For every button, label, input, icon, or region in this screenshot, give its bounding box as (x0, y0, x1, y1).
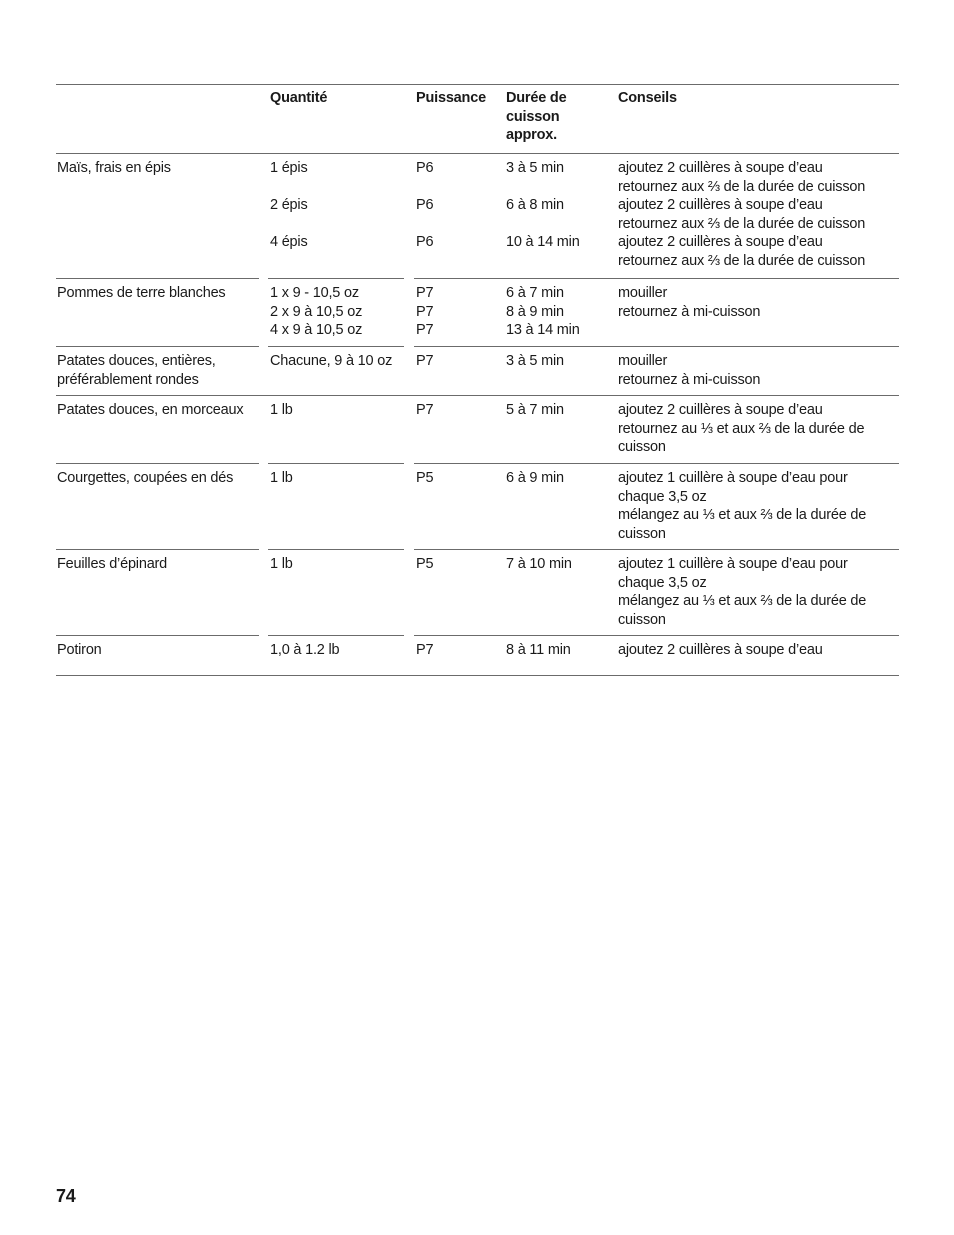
row-power-line: P7 (416, 285, 434, 301)
table-row (56, 279, 899, 347)
row-quantity-line: 1 lb (270, 470, 293, 486)
row-quantity-line: 1 lb (270, 402, 293, 418)
row-item (57, 469, 257, 488)
row-tips (618, 284, 899, 321)
row-item-line: Pommes de terre blanches (57, 285, 226, 301)
row-tips-line: mélangez au ⅓ et aux ⅔ de la durée de (618, 507, 867, 523)
row-power-line: P7 (416, 353, 434, 369)
row-quantity-line: Chacune, 9 à 10 oz (270, 353, 393, 369)
row-quantity (270, 469, 405, 488)
row-tips-line: retournez aux ⅔ de la durée de cuisson (618, 178, 866, 195)
row-tips-line: mélangez au ⅓ et aux ⅔ de la durée de (618, 593, 867, 609)
row-tips (618, 555, 899, 629)
row-item-line: Maïs, frais en épis (57, 160, 171, 176)
row-duration (506, 641, 611, 660)
table-row (56, 550, 899, 636)
row-item-line: Feuilles d’épinard (57, 556, 168, 572)
row-tips-line: ajoutez 2 cuillères à soupe d’eau (618, 160, 823, 176)
row-duration-line: 6 à 9 min (506, 470, 564, 486)
row-power-line: P6 (416, 160, 434, 176)
row-tips (618, 469, 899, 543)
row-power-line (416, 215, 496, 234)
header-duration (506, 89, 611, 145)
row-tips (618, 401, 899, 457)
row-quantity (270, 401, 405, 420)
row-power-line (416, 178, 496, 197)
row-item (57, 555, 257, 574)
row-power (416, 159, 496, 252)
header-item (57, 89, 257, 108)
row-tips-line: ajoutez 1 cuillère à soupe d’eau pour (618, 556, 848, 572)
header-duration-line: approx. (506, 127, 557, 143)
row-tips-line: ajoutez 2 cuillères à soupe d’eau (618, 234, 823, 250)
row-quantity-line: 4 x 9 à 10,5 oz (270, 322, 363, 338)
row-duration (506, 159, 611, 252)
table-row (56, 347, 899, 396)
row-duration-line: 8 à 11 min (506, 642, 571, 658)
table-row (56, 464, 899, 550)
header-duration-line: cuisson (506, 108, 560, 125)
row-duration-line: 3 à 5 min (506, 160, 564, 176)
row-quantity-line: 2 x 9 à 10,5 oz (270, 303, 363, 320)
row-tips (618, 641, 899, 660)
row-item-line: Potiron (57, 642, 102, 658)
row-item-line: Patates douces, entières, (57, 353, 216, 369)
row-quantity-line: 1 épis (270, 160, 308, 176)
row-duration-line: 3 à 5 min (506, 353, 564, 369)
row-quantity (270, 284, 405, 340)
row-power-line: P5 (416, 556, 434, 572)
row-power (416, 284, 496, 340)
row-duration (506, 284, 611, 340)
row-tips-line: cuisson (618, 439, 666, 455)
row-item-line: préférablement rondes (57, 371, 199, 388)
row-quantity-line: 2 épis (270, 197, 308, 213)
row-tips-line: retournez au ⅓ et aux ⅔ de la durée de (618, 420, 865, 437)
row-quantity-line: 4 épis (270, 234, 308, 250)
row-item (57, 352, 257, 389)
header-tips: Conseils (618, 90, 677, 106)
row-duration (506, 469, 611, 488)
row-duration-line: 10 à 14 min (506, 234, 580, 250)
row-quantity (270, 555, 405, 574)
row-tips-line: retournez aux ⅔ de la durée de cuisson (618, 215, 866, 232)
row-tips-line: mouiller (618, 353, 668, 369)
table-row (56, 396, 899, 464)
row-item-line: Courgettes, coupées en dés (57, 470, 234, 486)
row-tips-line: retournez à mi-cuisson (618, 371, 761, 388)
row-tips-line: cuisson (618, 611, 666, 628)
row-power-line: P7 (416, 642, 434, 658)
row-item (57, 401, 257, 420)
row-quantity (270, 159, 405, 252)
row-power (416, 469, 496, 488)
row-quantity (270, 352, 405, 371)
row-power-line: P6 (416, 234, 434, 250)
row-duration-line: 6 à 8 min (506, 197, 564, 213)
row-tips-line: chaque 3,5 oz (618, 574, 707, 591)
row-item (57, 641, 257, 660)
row-quantity-line (270, 178, 405, 197)
row-tips-line: chaque 3,5 oz (618, 488, 707, 505)
row-duration-line: 6 à 7 min (506, 285, 564, 301)
row-duration-line: 7 à 10 min (506, 556, 572, 572)
row-power (416, 401, 496, 420)
row-tips (618, 159, 899, 270)
header-quantity: Quantité (270, 90, 328, 106)
row-duration-line (506, 215, 611, 234)
page-number: 74 (56, 1186, 76, 1206)
row-duration (506, 352, 611, 371)
row-power (416, 352, 496, 371)
row-quantity (270, 641, 405, 660)
row-quantity-line: 1,0 à 1.2 lb (270, 642, 340, 658)
row-power (416, 641, 496, 660)
row-tips (618, 352, 899, 389)
row-item (57, 284, 257, 303)
row-power-line: P7 (416, 303, 434, 320)
row-quantity-line (270, 215, 405, 234)
row-tips-line: ajoutez 2 cuillères à soupe d’eau (618, 402, 823, 418)
row-divider (56, 675, 899, 676)
row-quantity-line: 1 x 9 - 10,5 oz (270, 285, 359, 301)
table-row (56, 154, 899, 279)
header-duration-line: Durée de (506, 90, 567, 106)
row-tips-line: ajoutez 2 cuillères à soupe d’eau (618, 197, 823, 213)
row-tips-line: ajoutez 2 cuillères à soupe d’eau (618, 642, 823, 658)
row-power (416, 555, 496, 574)
row-duration-line: 13 à 14 min (506, 322, 580, 338)
row-quantity-line: 1 lb (270, 556, 293, 572)
row-item-line: Patates douces, en morceaux (57, 402, 244, 418)
header-power: Puissance (416, 90, 486, 106)
row-tips-line: mouiller (618, 285, 668, 301)
table-header (56, 84, 899, 154)
table-body (56, 154, 899, 676)
row-duration-line (506, 178, 611, 197)
row-tips-line: retournez aux ⅔ de la durée de cuisson (618, 252, 866, 269)
row-tips-line: ajoutez 1 cuillère à soupe d’eau pour (618, 470, 848, 486)
table-row (56, 636, 899, 676)
row-duration (506, 555, 611, 574)
row-power-line: P6 (416, 197, 434, 213)
row-item (57, 159, 257, 178)
row-tips-line: retournez à mi-cuisson (618, 303, 761, 320)
row-duration-line: 5 à 7 min (506, 402, 564, 418)
cooking-table (56, 84, 899, 676)
row-duration-line: 8 à 9 min (506, 303, 564, 320)
row-power-line: P7 (416, 402, 434, 418)
row-tips-line: cuisson (618, 525, 666, 542)
row-power-line: P7 (416, 322, 434, 338)
row-duration (506, 401, 611, 420)
row-power-line: P5 (416, 470, 434, 486)
